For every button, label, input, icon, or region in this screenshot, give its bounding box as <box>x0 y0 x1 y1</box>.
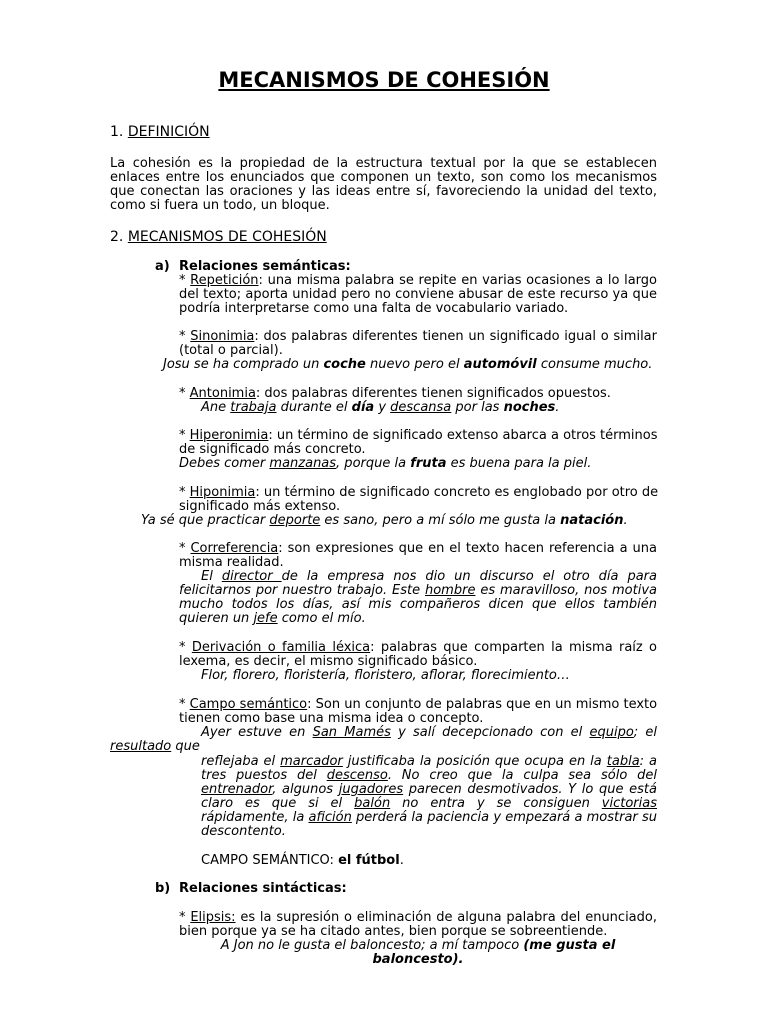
page-title: MECANISMOS DE COHESIÓN <box>218 68 550 92</box>
correferencia-line: * Correferencia: son expresiones que en el texto hacen referencia a una <box>179 541 657 556</box>
sinonimia-example: Josu se ha comprado un coche nuevo pero el automóvil consume mucho. <box>163 357 653 372</box>
sinonimia-line: * Sinonimia: dos palabras diferentes tienen un significado igual o similar <box>179 329 657 344</box>
correferencia-example: quieren un jefe como el mío. <box>179 611 366 626</box>
term-repeticion: Repetición <box>190 273 259 288</box>
repeticion-line: * Repetición: una misma palabra se repite en varias ocasiones a lo largo <box>179 273 657 288</box>
hiponimia-line: * Hiponimia: un término de significado concreto es englobado por otro de <box>179 485 659 500</box>
section-number: 1. <box>110 124 128 140</box>
repeticion-line: podría interpretarse como una falta de vocabulario variado. <box>179 301 569 316</box>
hiperonimia-line: * Hiperonimia: un término de significado extenso abarca a otros términos <box>179 428 658 443</box>
derivacion-line: * Derivación o familia léxica: palabras que comparten la misma raíz o <box>179 640 657 655</box>
term-hiperonimia: Hiperonimia <box>189 428 269 443</box>
section-2-heading <box>110 229 327 245</box>
term-derivacion: Derivación o familia léxica <box>191 640 371 655</box>
section-1-heading <box>110 124 210 140</box>
derivacion-line: lexema, es decir, el mismo significado básico. <box>179 654 478 669</box>
sinonimia-line: (total o parcial). <box>179 343 283 358</box>
hiponimia-line: significado más extenso. <box>179 499 341 514</box>
repeticion-line: del texto; aporta unidad pero no conviene abusar de este recurso ya que <box>179 287 657 302</box>
campo-semantico-summary: CAMPO SEMÁNTICO: el fútbol. <box>201 853 404 868</box>
hiperonimia-example: Debes comer manzanas, porque la fruta es buena para la piel. <box>179 456 592 471</box>
correferencia-example: El director de la empresa nos dio un discurso el otro día para <box>201 569 657 584</box>
campo-semantico-example: rápidamente, la afición perderá la paciencia y empezará a mostrar su <box>201 810 657 825</box>
campo-semantico-example: resultado que <box>110 739 200 754</box>
correferencia-line: misma realidad. <box>179 555 284 570</box>
subsection-heading: Relaciones semánticas: <box>179 259 351 274</box>
elipsis-example: baloncesto). <box>372 952 464 967</box>
section-label: MECANISMOS DE COHESIÓN <box>127 229 327 245</box>
definition-line: enlaces entre los enunciados que componen un texto, son como los mecanismos <box>110 170 657 185</box>
correferencia-example: felicitarnos por nuestro trabajo. Este hombre es maravilloso, nos motiva <box>179 583 657 598</box>
term-sinonimia: Sinonimia <box>190 329 255 344</box>
campo-semantico-example: descontento. <box>201 824 286 839</box>
hiponimia-example: Ya sé que practicar deporte es sano, pero a mí sólo me gusta la natación. <box>141 513 628 528</box>
term-antonimia: Antonimia <box>189 386 256 401</box>
elipsis-line: * Elipsis: es la supresión o eliminación de alguna palabra del enunciado, <box>179 910 657 925</box>
term-campo-semantico: Campo semántico <box>189 697 308 712</box>
term-elipsis: Elipsis: <box>190 910 236 925</box>
campo-semantico-example: claro es que si el balón no entra y se consiguen victorias <box>201 796 657 811</box>
term-correferencia: Correferencia <box>190 541 279 556</box>
campo-semantico-example: tres puestos del descenso. No creo que la culpa sea sólo del <box>201 768 657 783</box>
elipsis-example: A Jon no le gusta el baloncesto; a mí tampoco (me gusta el <box>220 938 616 953</box>
campo-semantico-example: Ayer estuve en San Mamés y salí decepcionado con el equipo; el <box>201 725 657 740</box>
hiperonimia-line: de significado más concreto. <box>179 442 366 457</box>
section-number: 2. <box>110 229 128 245</box>
definition-line: que conectan las oraciones y las ideas entre sí, favoreciendo la unidad del texto, <box>110 184 657 199</box>
campo-semantico-example: reflejaba el marcador justificaba la posición que ocupa en la tabla: a <box>201 754 658 769</box>
definition-line: La cohesión es la propiedad de la estructura textual por la que se establecen <box>110 156 657 171</box>
antonimia-example: Ane trabaja durante el día y descansa por las noches. <box>201 400 560 415</box>
section-label: DEFINICIÓN <box>127 124 210 140</box>
definition-line: como si fuera un todo, un bloque. <box>110 198 330 213</box>
subsection-heading: Relaciones sintácticas: <box>179 881 347 896</box>
derivacion-example: Flor, florero, floristería, floristero, aflorar, florecimiento… <box>201 668 570 683</box>
elipsis-line: bien porque ya se ha citado antes, bien porque se sobreentiende. <box>179 924 608 939</box>
correferencia-example: mucho todos los días, así mis compañeros dicen que ellos también <box>179 597 657 612</box>
subsection-marker: a) <box>155 259 170 274</box>
term-hiponimia: Hiponimia <box>189 485 256 500</box>
campo-semantico-example: entrenador, algunos jugadores parecen desmotivados. Y lo que está <box>201 782 657 797</box>
antonimia-line: * Antonimia: dos palabras diferentes tienen significados opuestos. <box>179 386 611 401</box>
campo-semantico-line: * Campo semántico: Son un conjunto de palabras que en un mismo texto <box>179 697 658 712</box>
subsection-marker: b) <box>155 881 171 896</box>
campo-semantico-line: tienen como base una misma idea o concepto. <box>179 711 484 726</box>
